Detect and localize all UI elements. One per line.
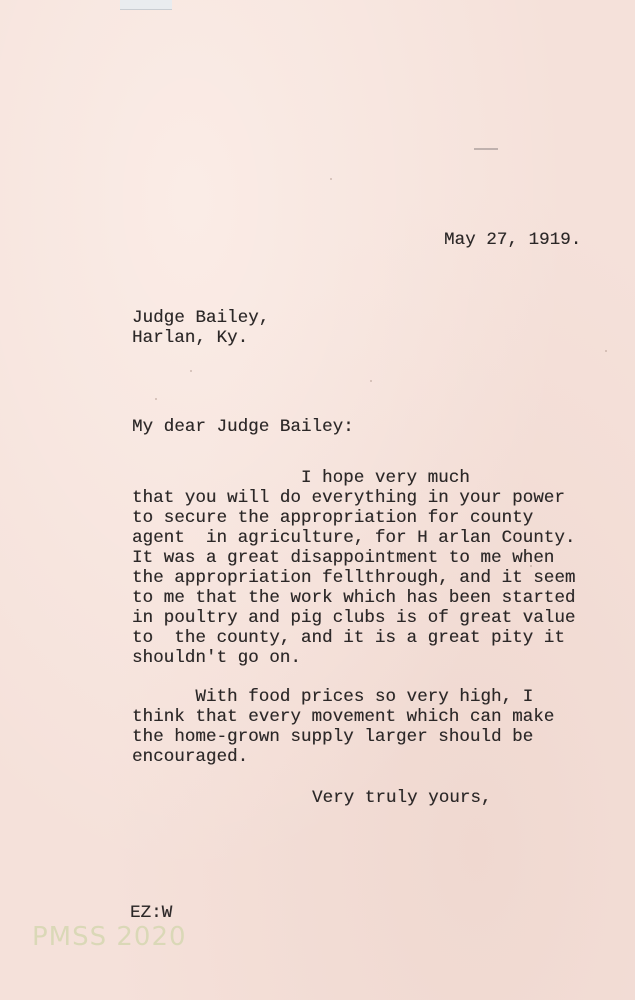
body-line: to me that the work which has been started (132, 588, 576, 608)
body-line: to secure the appropriation for county (132, 508, 534, 528)
body-line: the appropriation fellthrough, and it seem (132, 568, 576, 588)
closing: Very truly yours, (312, 788, 492, 808)
body-line: I hope very much (132, 468, 470, 488)
body-line: in poultry and pig clubs is of great value (132, 608, 576, 628)
body-line: to the county, and it is a great pity it (132, 628, 565, 648)
body-line: It was a great disappointment to me when (132, 548, 555, 568)
recipient-name: Judge Bailey, (132, 308, 270, 328)
archive-watermark: PMSS 2020 (32, 922, 187, 952)
body-line: agent in agriculture, for H arlan County. (132, 528, 576, 548)
paper-speck (605, 350, 607, 352)
body-line: shouldn't go on. (132, 648, 301, 668)
body-line: encouraged. (132, 747, 249, 767)
recipient-place: Harlan, Ky. (132, 328, 249, 348)
paper-speck (190, 370, 192, 372)
body-line: that you will do everything in your power (132, 488, 565, 508)
body-line: think that every movement which can make (132, 707, 555, 727)
salutation: My dear Judge Bailey: (132, 417, 354, 437)
paper-speck (155, 398, 157, 400)
paper-speck (370, 380, 372, 382)
letter-date: May 27, 1919. (444, 230, 582, 250)
body-line: the home-grown supply larger should be (132, 727, 534, 747)
body-line: With food prices so very high, I (132, 687, 534, 707)
pencil-mark (474, 148, 498, 150)
typist-initials: EZ:W (130, 903, 173, 923)
paper-speck (330, 178, 332, 180)
tape-strip (120, 0, 172, 10)
